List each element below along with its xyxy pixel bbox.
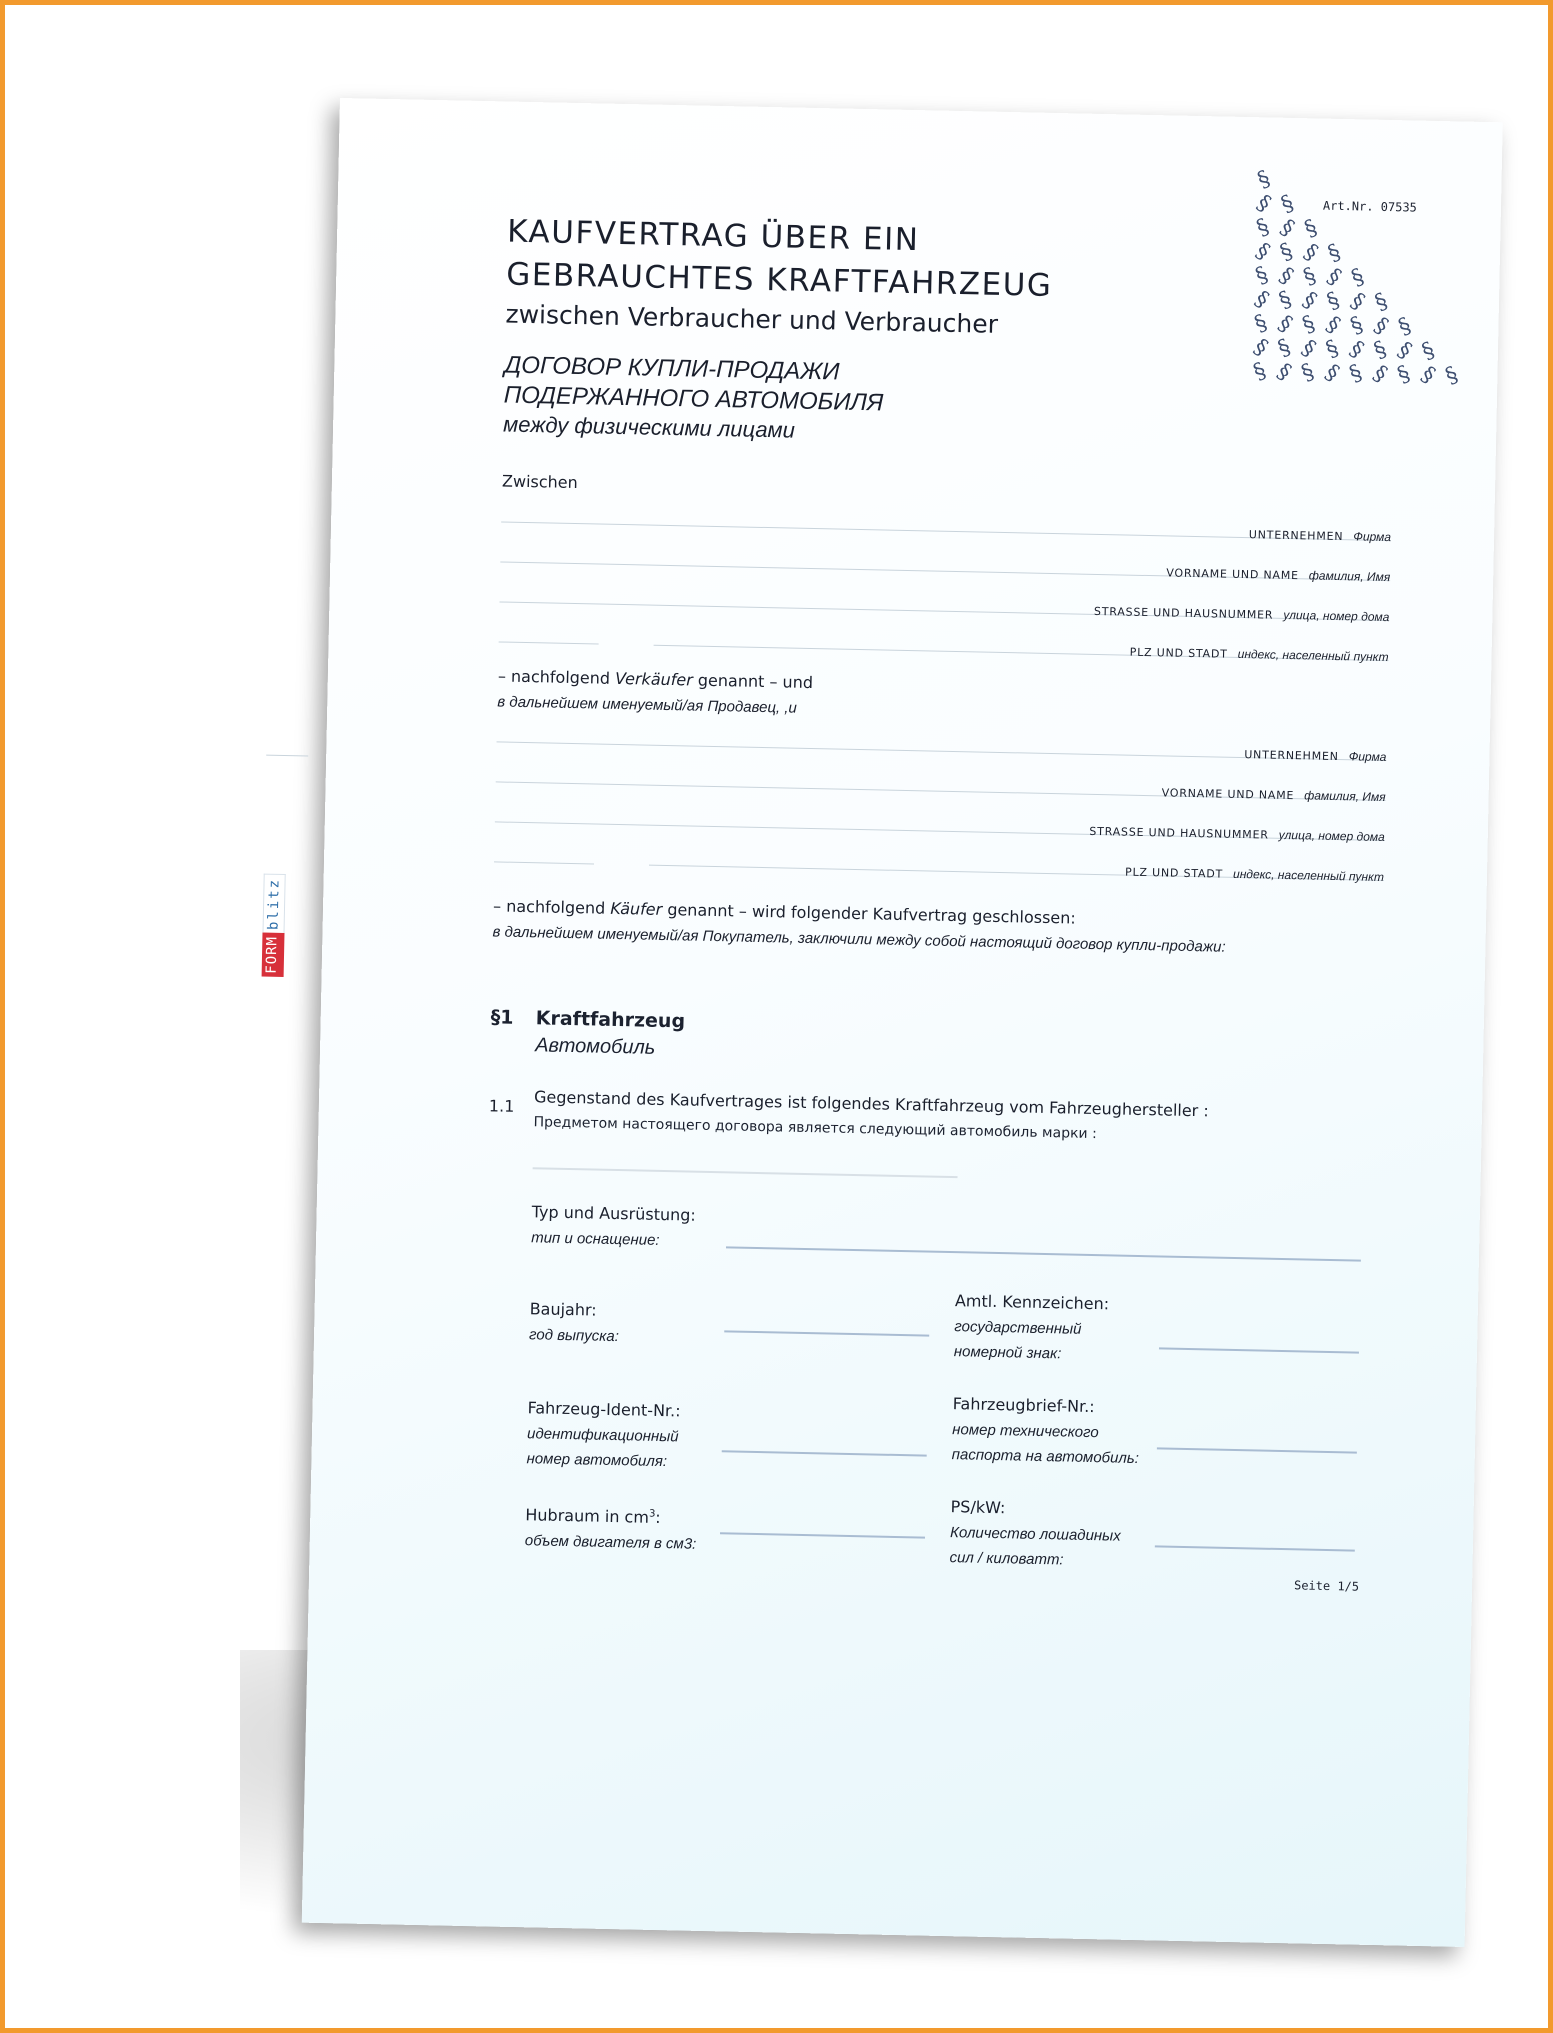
paragraph-symbol-icon: § (1273, 311, 1297, 338)
paragraph-symbol-icon: § (1345, 360, 1367, 388)
buyer-note-de: – nachfolgend Käufer genannt – wird folgender Kaufvertrag geschlossen: (492, 896, 1076, 928)
paragraph-symbol-icon: § (1251, 190, 1276, 218)
registration-label: Fahrzeugbrief-Nr.: (952, 1394, 1095, 1417)
paragraph-symbol-icon: § (1299, 263, 1321, 291)
year-label-ru: год выпуска: (528, 1326, 620, 1346)
paragraph-symbol-icon: § (1272, 358, 1296, 386)
paragraph-symbol-icon: § (1441, 362, 1463, 390)
seller-zip-line[interactable] (499, 641, 599, 644)
vin-label-ru-2: номер автомобиля: (526, 1450, 668, 1471)
section-number: §1 (490, 1006, 514, 1029)
paragraph-symbol-icon: § (1416, 362, 1440, 389)
plate-label-ru-1: государственный (954, 1318, 1082, 1338)
paragraph-symbol-icon: § (1249, 286, 1274, 314)
ru-title-line-3: между физическими лицами (502, 411, 796, 443)
paragraph-symbol-icon: § (1298, 239, 1323, 267)
paragraph-symbol-icon: § (1297, 287, 1322, 315)
page-number: Seite 1/5 (1293, 1578, 1360, 1594)
power-label: PS/kW: (950, 1497, 1006, 1518)
paragraph-symbol-icon: § (1321, 312, 1345, 339)
vin-label: Fahrzeug-Ident-Nr.: (527, 1398, 681, 1421)
seller-field-label: UNTERNEHMEN Фирма (1248, 528, 1392, 545)
seller-note-ru: в дальнейшем именуемый/ая Продавец, ,и (497, 693, 798, 717)
year-input-line[interactable] (724, 1330, 929, 1336)
buyer-zip-line[interactable] (494, 861, 594, 864)
registration-label-ru-1: номер технического (952, 1421, 1099, 1442)
manufacturer-input-line[interactable] (533, 1167, 958, 1177)
clause-text-ru: Предметом настоящего договора является следующий автомобиль марки : (533, 1114, 1097, 1143)
paragraph-symbol-icon: § (1344, 336, 1369, 364)
paragraph-symbol-icon: § (1274, 263, 1298, 290)
paragraph-symbol-icon: § (1393, 361, 1415, 389)
paragraph-symbol-icon: § (1371, 288, 1392, 317)
paragraph-symbol-icon: § (1346, 312, 1368, 340)
paragraph-symbol-icon: § (1253, 166, 1275, 194)
power-input-line[interactable] (1155, 1545, 1355, 1551)
type-label: Typ und Ausrüstung: (531, 1202, 696, 1225)
paragraph-symbol-icon: § (1251, 262, 1273, 290)
document-page (263, 98, 1503, 1947)
formblitz-logo: FORM blitz (262, 874, 286, 977)
paragraph-symbol-icon: § (1392, 337, 1417, 365)
registration-label-ru-2: паспорта на автомобиль: (951, 1446, 1140, 1468)
paragraph-symbol-icon: § (1274, 334, 1295, 362)
zwischen-label: Zwischen (501, 471, 578, 493)
paragraph-symbol-icon: § (1276, 238, 1297, 267)
paragraph-symbol-icon: § (1249, 358, 1271, 386)
seller-field-label: VORNAME UND NAME фамилия, Имя (1166, 566, 1391, 585)
buyer-field-label: UNTERNEHMEN Фирма (1244, 748, 1387, 765)
type-input-line[interactable] (726, 1246, 1361, 1261)
year-label: Baujahr: (529, 1299, 597, 1320)
buyer-note-ru: в дальнейшем именуемый/ая Покупатель, заключили между собой настоящий договор купли-продажи: (492, 923, 1226, 956)
paragraph-symbol-icon: § (1347, 264, 1369, 292)
displacement-label-ru: объем двигателя в см3: (524, 1532, 697, 1553)
type-label-ru: тип и оснащение: (530, 1229, 660, 1249)
power-label-ru-2: сил / киловатт: (949, 1549, 1064, 1569)
paragraph-symbol-icon: § (1297, 359, 1319, 387)
paragraph-symbol-icon: § (1345, 288, 1370, 316)
title-line-1: KAUFVERTRAG ÜBER EIN (506, 213, 920, 259)
seller-field-label: PLZ UND STADT индекс, населенный пункт (1129, 645, 1389, 665)
paragraph-symbol-icon: § (1275, 286, 1296, 315)
ru-title-line-1: ДОГОВОР КУПЛИ-ПРОДАЖИ (504, 351, 840, 386)
paragraph-symbol-icon: § (1250, 238, 1275, 266)
paragraph-symbol-icon: § (1296, 335, 1321, 363)
paragraph-symbol-icon: § (1323, 287, 1344, 316)
paragraph-symbol-icon: § (1320, 359, 1344, 387)
plate-input-line[interactable] (1159, 1347, 1359, 1353)
paragraph-symbol-icon: § (1322, 264, 1346, 291)
subtitle: zwischen Verbraucher und Verbraucher (505, 299, 999, 339)
paragraph-symbol-icon: § (1322, 335, 1343, 363)
paragraph-symbol-icon: § (1248, 334, 1273, 362)
ru-title-line-2: ПОДЕРЖАННОГО АВТОМОБИЛЯ (503, 381, 884, 417)
plate-label: Amtl. Kennzeichen: (954, 1291, 1110, 1314)
displacement-label: Hubraum in $cm^3$: (525, 1505, 661, 1528)
paragraph-symbol-icon: § (1300, 215, 1322, 243)
paragraph-symbol-icon: § (1370, 336, 1391, 365)
clause-text-de: Gegenstand des Kaufvertrages ist folgendes Kraftfahrzeug vom Fahrzeughersteller : (533, 1087, 1209, 1121)
article-number: Art.Nr. 07535 (1322, 198, 1418, 215)
buyer-field-label: STRASSE UND HAUSNUMMER улица, номер дома (1089, 824, 1385, 845)
clause-number: 1.1 (488, 1096, 515, 1116)
seller-note-de: – nachfolgend Verkäufer genannt – und (497, 666, 814, 693)
seller-fields (499, 501, 1392, 665)
vin-label-ru-1: идентификационный (526, 1425, 679, 1446)
buyer-field-label: PLZ UND STADT индекс, населенный пункт (1124, 865, 1385, 885)
logo-separator (266, 755, 308, 757)
buyer-fields (494, 721, 1387, 885)
registration-input-line[interactable] (1157, 1447, 1357, 1453)
paragraph-symbol-icon: § (1368, 361, 1392, 388)
vin-input-line[interactable] (722, 1450, 927, 1456)
seller-field-label: STRASSE UND HAUSNUMMER улица, номер дома (1093, 604, 1390, 625)
paragraph-symbol-icon: § (1252, 214, 1274, 242)
paragraph-symbol-icon: § (1324, 239, 1345, 268)
paragraph-symbol-icon: § (1418, 337, 1439, 366)
section-title-ru: Автомобиль (534, 1034, 656, 1059)
paragraph-symbol-icon: § (1277, 190, 1298, 219)
plate-label-ru-2: номерной знак: (953, 1343, 1062, 1363)
section-title: Kraftfahrzeug (535, 1007, 686, 1033)
paragraph-symbol-icon: § (1394, 313, 1416, 341)
paragraph-symbol-icon: § (1275, 215, 1299, 242)
buyer-field-label: VORNAME UND NAME фамилия, Имя (1161, 786, 1386, 805)
displacement-input-line[interactable] (720, 1532, 925, 1538)
paragraph-symbol-icon: § (1298, 311, 1320, 339)
title-line-2: GEBRAUCHTES KRAFTFAHRZEUG (505, 256, 1053, 304)
paragraph-symbol-icon: § (1369, 313, 1393, 340)
power-label-ru-1: Количество лошадиных (949, 1524, 1121, 1545)
paragraph-symbol-icon: § (1250, 310, 1272, 338)
